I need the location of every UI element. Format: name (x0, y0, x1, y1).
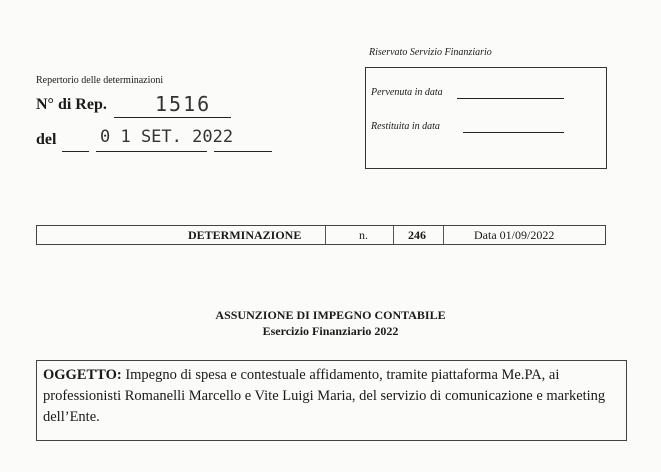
date-stamp: 0 1 SET. 2022 (100, 127, 234, 147)
assunzione-title: ASSUNZIONE DI IMPEGNO CONTABILE (215, 308, 446, 322)
pervenuta-label: Pervenuta in data (371, 87, 443, 98)
oggetto-text: Impegno di spesa e contestuale affidamento, tramite piattaforma Me.PA, ai professionisti Romanelli Marcello e Vite Luigi Maria, del servizio di comunicazione e marketing dell’Ente. (43, 367, 606, 425)
rep-label: N° di Rep. (36, 96, 107, 113)
determination-number: 246 (408, 228, 426, 242)
rep-underline (114, 117, 231, 118)
divider (443, 226, 444, 244)
pervenuta-line (457, 98, 564, 99)
determination-title: DETERMINAZIONE (188, 228, 302, 242)
del-label: del (36, 131, 57, 148)
reserved-title: Riservato Servizio Finanziario (369, 47, 492, 58)
determination-bar (36, 225, 606, 245)
restituita-line (463, 132, 564, 133)
del-underline-2 (96, 151, 207, 152)
restituita-label: Restituita in data (371, 121, 440, 132)
oggetto-box (36, 360, 627, 441)
divider (325, 226, 326, 244)
del-underline-1 (62, 151, 89, 152)
repertorio-label: Repertorio delle determinazioni (36, 75, 164, 86)
oggetto-label: OGGETTO: (43, 367, 122, 383)
n-label: n. (359, 228, 368, 242)
determination-date: Data 01/09/2022 (474, 228, 555, 242)
reserved-box (365, 67, 607, 169)
assunzione-subtitle: Esercizio Finanziario 2022 (262, 324, 399, 338)
rep-number-stamp: 1516 (155, 92, 212, 116)
del-underline-3 (214, 151, 272, 152)
divider (393, 226, 394, 244)
oggetto-text-block (43, 365, 623, 428)
